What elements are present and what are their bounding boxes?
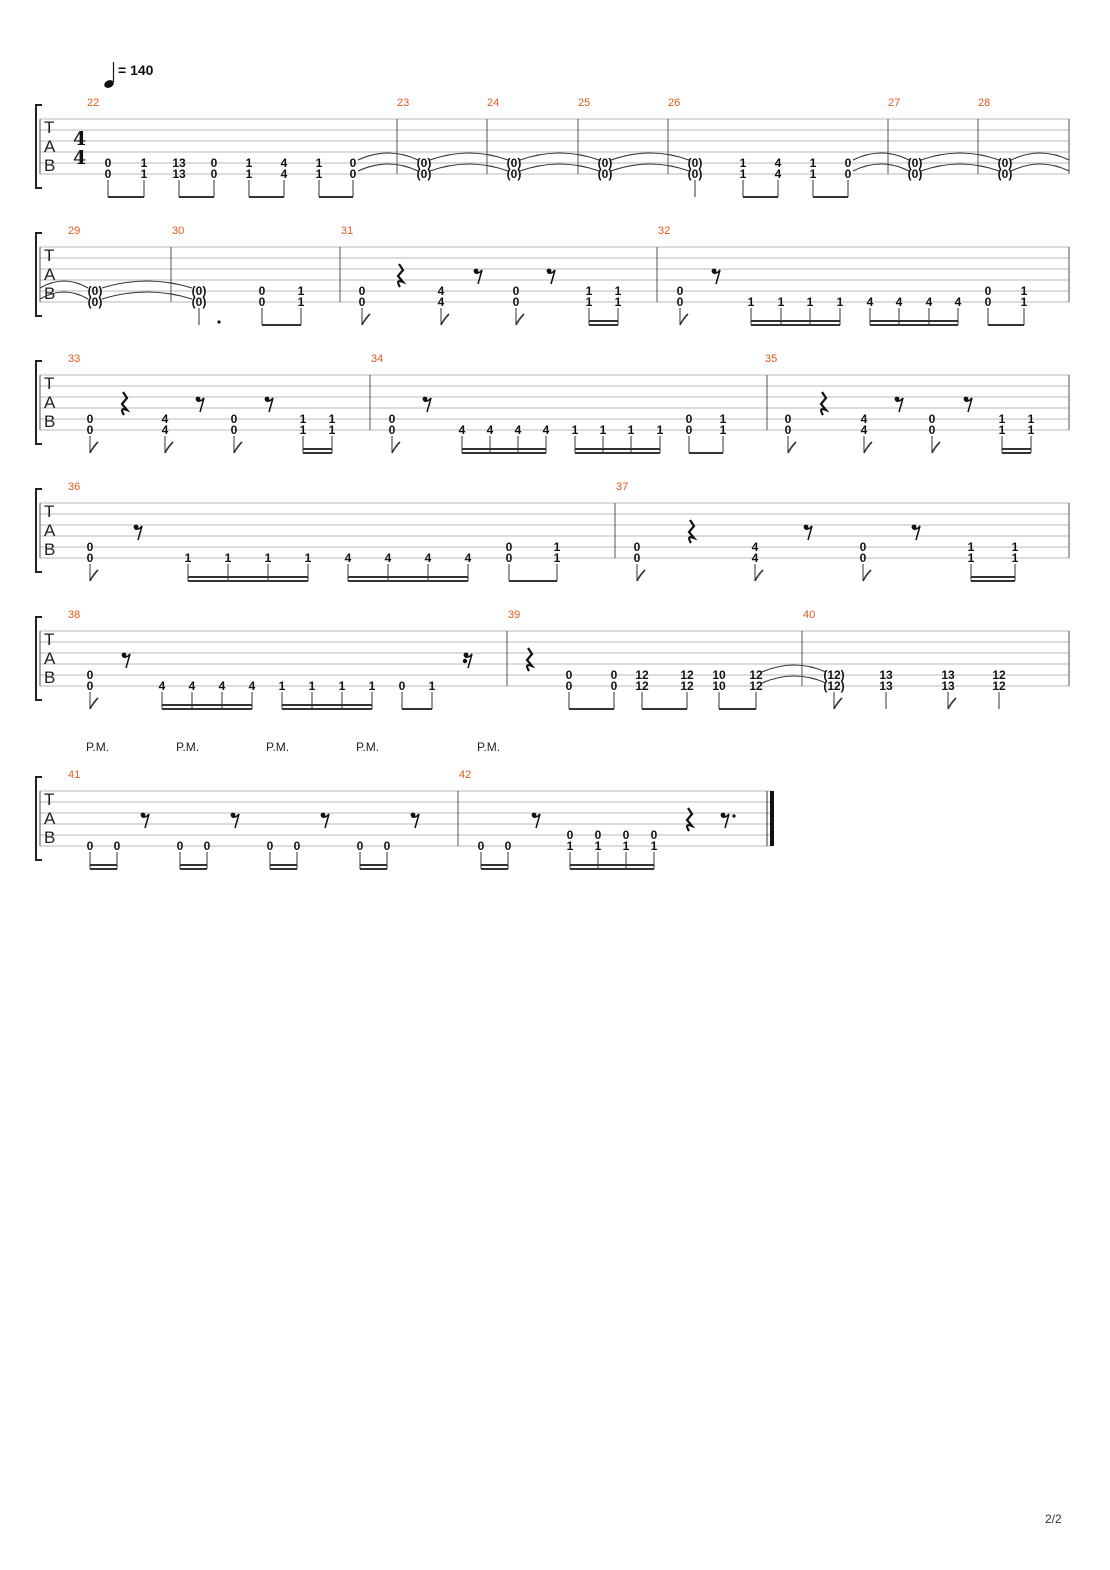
- fret-number: 1: [368, 679, 376, 693]
- note-flag: [516, 314, 524, 325]
- fret-number: 0: [565, 679, 573, 693]
- fret-number: 0: [388, 412, 396, 426]
- fret-number: 4: [280, 156, 288, 170]
- fret-number: 0: [512, 295, 520, 309]
- fret-number: 1: [739, 167, 747, 181]
- fret-number: 4: [437, 284, 445, 298]
- fret-number: 1: [224, 551, 232, 565]
- fret-number: 4: [514, 423, 522, 437]
- fret-number: 1: [297, 295, 305, 309]
- fret-number: 4: [344, 551, 352, 565]
- fret-number: 0: [266, 839, 274, 853]
- time-signature-numerator: 4: [73, 128, 87, 150]
- fret-number: 0: [86, 412, 94, 426]
- note-flag: [90, 698, 98, 709]
- tab-clef-letter: T: [44, 374, 55, 393]
- fret-number: 0: [650, 828, 658, 842]
- fret-number: 0: [594, 828, 602, 842]
- fret-number: 0: [477, 839, 485, 853]
- fret-number: 4: [542, 423, 550, 437]
- measure-number: 27: [888, 97, 901, 109]
- tab-clef-letter: A: [44, 649, 56, 668]
- fret-number: 13: [172, 167, 186, 181]
- fret-number: 1: [809, 156, 817, 170]
- tab-system: [36, 609, 1069, 709]
- measure-number: 26: [668, 97, 681, 109]
- measure-number: 23: [397, 97, 410, 109]
- fret-number: 0: [504, 839, 512, 853]
- fret-number: 0: [349, 156, 357, 170]
- measure-number: 29: [68, 225, 81, 237]
- measure-number: 35: [765, 353, 778, 365]
- note-flag: [948, 698, 956, 709]
- fret-number: 12: [992, 668, 1006, 682]
- measure-number: 37: [616, 481, 629, 493]
- measure-number: 38: [68, 609, 81, 621]
- fret-number: 1: [140, 167, 148, 181]
- fret-number: 0: [398, 679, 406, 693]
- fret-number: 0: [984, 284, 992, 298]
- fret-number: 12: [635, 679, 649, 693]
- tie-arc: [358, 164, 418, 171]
- fret-number: 0: [86, 679, 94, 693]
- tempo-label: = 140: [118, 62, 154, 78]
- fret-number: 1: [553, 551, 561, 565]
- quarter-rest: [821, 392, 826, 415]
- fret-number: 0: [676, 284, 684, 298]
- fret-number: (0): [416, 167, 432, 181]
- fret-number: 0: [685, 412, 693, 426]
- fret-number: 4: [280, 167, 288, 181]
- tab-clef-letter: B: [44, 412, 56, 431]
- fret-number: 0: [928, 412, 936, 426]
- tie-arc: [611, 153, 689, 160]
- quarter-rest: [687, 808, 692, 831]
- fret-number: 1: [1011, 551, 1019, 565]
- fret-number: (0): [191, 295, 207, 309]
- fret-number: 1: [297, 284, 305, 298]
- fret-number: 0: [844, 167, 852, 181]
- tie-arc: [853, 153, 909, 160]
- note-flag: [864, 442, 872, 453]
- measure-number: 42: [459, 769, 472, 781]
- palm-mute-label: P.M.: [477, 740, 501, 754]
- fret-number: (0): [907, 167, 923, 181]
- fret-number: 1: [553, 540, 561, 554]
- fret-number: 1: [278, 679, 286, 693]
- fret-number: 1: [1027, 412, 1035, 426]
- fret-number: 12: [680, 668, 694, 682]
- fret-number: 1: [627, 423, 635, 437]
- tab-clef-letter: B: [44, 284, 56, 303]
- note-flag: [165, 442, 173, 453]
- fret-number: (0): [191, 284, 207, 298]
- fret-number: 1: [184, 551, 192, 565]
- tab-system: [36, 481, 1069, 581]
- fret-number: 0: [383, 839, 391, 853]
- tie-arc: [921, 164, 999, 171]
- fret-number: 1: [566, 839, 574, 853]
- tab-clef-letter: B: [44, 668, 56, 687]
- fret-number: 0: [258, 284, 266, 298]
- tie-arc: [853, 164, 909, 171]
- dot: [217, 320, 220, 323]
- fret-number: 1: [299, 412, 307, 426]
- tab-system: [36, 225, 1069, 325]
- fret-number: 0: [859, 540, 867, 554]
- tie-arc: [611, 164, 689, 171]
- system-bracket: [36, 489, 42, 572]
- tie-arc: [358, 153, 418, 160]
- fret-number: 4: [751, 551, 759, 565]
- fret-number: 1: [245, 156, 253, 170]
- fret-number: 1: [338, 679, 346, 693]
- fret-number: 4: [954, 295, 962, 309]
- fret-number: 12: [992, 679, 1006, 693]
- quarter-rest: [398, 264, 403, 287]
- tab-system: [36, 740, 774, 869]
- fret-number: 13: [879, 679, 893, 693]
- system-bracket: [36, 105, 42, 188]
- fret-number: (0): [506, 167, 522, 181]
- fret-number: 1: [777, 295, 785, 309]
- fret-number: 1: [328, 423, 336, 437]
- fret-number: 0: [104, 167, 112, 181]
- palm-mute-label: P.M.: [86, 740, 110, 754]
- note-flag: [90, 570, 98, 581]
- fret-number: (0): [687, 167, 703, 181]
- fret-number: 0: [86, 668, 94, 682]
- fret-number: 1: [245, 167, 253, 181]
- fret-number: 0: [104, 156, 112, 170]
- fret-number: 0: [358, 295, 366, 309]
- fret-number: 13: [941, 679, 955, 693]
- tie-arc: [430, 164, 508, 171]
- fret-number: 4: [384, 551, 392, 565]
- fret-number: 12: [635, 668, 649, 682]
- fret-number: 0: [86, 839, 94, 853]
- fret-number: 1: [747, 295, 755, 309]
- fret-number: 0: [512, 284, 520, 298]
- fret-number: 0: [258, 295, 266, 309]
- tab-system: [36, 97, 1069, 197]
- measure-number: 33: [68, 353, 81, 365]
- fret-number: 4: [925, 295, 933, 309]
- fret-number: 1: [1027, 423, 1035, 437]
- fret-number: 0: [358, 284, 366, 298]
- tie-arc: [1011, 164, 1069, 171]
- fret-number: 0: [86, 551, 94, 565]
- fret-number: 0: [356, 839, 364, 853]
- fret-number: 1: [806, 295, 814, 309]
- fret-number: 0: [293, 839, 301, 853]
- measure-number: 32: [658, 225, 671, 237]
- note-flag: [932, 442, 940, 453]
- time-signature-denominator: 4: [73, 147, 87, 169]
- fret-number: 0: [676, 295, 684, 309]
- tie-arc: [102, 292, 192, 299]
- tab-clef-letter: A: [44, 137, 56, 156]
- fret-number: 1: [299, 423, 307, 437]
- note-flag: [90, 442, 98, 453]
- fret-number: 1: [998, 423, 1006, 437]
- fret-number: 1: [304, 551, 312, 565]
- system-bracket: [36, 361, 42, 444]
- fret-number: 4: [424, 551, 432, 565]
- fret-number: 4: [860, 412, 868, 426]
- measure-number: 30: [172, 225, 185, 237]
- fret-number: 4: [464, 551, 472, 565]
- note-flag: [637, 570, 645, 581]
- fret-number: 12: [749, 668, 763, 682]
- note-flag: [834, 698, 842, 709]
- fret-number: 4: [866, 295, 874, 309]
- fret-number: 0: [210, 156, 218, 170]
- system-bracket: [36, 617, 42, 700]
- quarter-rest: [122, 392, 127, 415]
- fret-number: (0): [997, 156, 1013, 170]
- tab-clef-letter: A: [44, 521, 56, 540]
- fret-number: 1: [1020, 284, 1028, 298]
- fret-number: 4: [248, 679, 256, 693]
- tie-arc: [430, 153, 508, 160]
- tab-systems: [36, 97, 1069, 869]
- quarter-rest: [689, 520, 694, 543]
- fret-number: 1: [656, 423, 664, 437]
- fret-number: (0): [87, 295, 103, 309]
- tab-clef-letter: T: [44, 630, 55, 649]
- tie-arc: [102, 281, 192, 288]
- note-flag: [863, 570, 871, 581]
- fret-number: 1: [614, 295, 622, 309]
- measure-number: 40: [803, 609, 816, 621]
- measure-number: 39: [508, 609, 521, 621]
- fret-number: (0): [87, 284, 103, 298]
- fret-number: 1: [328, 412, 336, 426]
- tab-clef-letter: T: [44, 502, 55, 521]
- fret-number: (0): [416, 156, 432, 170]
- note-flag: [680, 314, 688, 325]
- fret-number: 0: [505, 551, 513, 565]
- note-flag: [755, 570, 763, 581]
- fret-number: 13: [172, 156, 186, 170]
- fret-number: 4: [161, 412, 169, 426]
- fret-number: 4: [860, 423, 868, 437]
- fret-number: 4: [774, 167, 782, 181]
- fret-number: 4: [437, 295, 445, 309]
- fret-number: 0: [203, 839, 211, 853]
- fret-number: 0: [633, 540, 641, 554]
- fret-number: (0): [907, 156, 923, 170]
- fret-number: 0: [633, 551, 641, 565]
- fret-number: 0: [230, 412, 238, 426]
- fret-number: 0: [784, 423, 792, 437]
- tie-arc: [520, 164, 599, 171]
- tab-clef-letter: B: [44, 540, 56, 559]
- note-flag: [362, 314, 370, 325]
- measure-number: 41: [68, 769, 81, 781]
- fret-number: 4: [486, 423, 494, 437]
- fret-number: 1: [571, 423, 579, 437]
- quarter-rest: [527, 648, 532, 671]
- fret-number: 0: [349, 167, 357, 181]
- tie-arc: [921, 153, 999, 160]
- final-barline: [770, 791, 774, 846]
- measure-number: 24: [487, 97, 500, 109]
- palm-mute-label: P.M.: [266, 740, 290, 754]
- measure-number: 28: [978, 97, 991, 109]
- note-flag: [392, 442, 400, 453]
- tab-clef-letter: A: [44, 809, 56, 828]
- fret-number: 1: [998, 412, 1006, 426]
- fret-number: 1: [585, 284, 593, 298]
- fret-number: 1: [1011, 540, 1019, 554]
- fret-number: (12): [823, 679, 845, 693]
- fret-number: (0): [597, 167, 613, 181]
- measure-number: 22: [87, 97, 100, 109]
- fret-number: 1: [739, 156, 747, 170]
- fret-number: 10: [712, 668, 726, 682]
- fret-number: 1: [140, 156, 148, 170]
- fret-number: 1: [809, 167, 817, 181]
- fret-number: 4: [161, 423, 169, 437]
- fret-number: 1: [599, 423, 607, 437]
- tie-arc: [762, 665, 826, 672]
- fret-number: 0: [622, 828, 630, 842]
- fret-number: 1: [622, 839, 630, 853]
- tie-arc: [762, 676, 826, 683]
- fret-number: 13: [941, 668, 955, 682]
- note-flag: [441, 314, 449, 325]
- fret-number: 1: [614, 284, 622, 298]
- fret-number: 1: [967, 540, 975, 554]
- fret-number: 1: [428, 679, 436, 693]
- fret-number: 0: [230, 423, 238, 437]
- fret-number: 0: [566, 828, 574, 842]
- fret-number: 1: [967, 551, 975, 565]
- fret-number: (12): [823, 668, 845, 682]
- fret-number: 0: [176, 839, 184, 853]
- note-flag: [234, 442, 242, 453]
- fret-number: 12: [680, 679, 694, 693]
- palm-mute-label: P.M.: [176, 740, 200, 754]
- fret-number: 1: [594, 839, 602, 853]
- fret-number: 0: [844, 156, 852, 170]
- tab-clef-letter: T: [44, 118, 55, 137]
- tab-clef-letter: B: [44, 156, 56, 175]
- fret-number: 1: [585, 295, 593, 309]
- sixteenth-rest: [463, 659, 467, 663]
- fret-number: 13: [879, 668, 893, 682]
- fret-number: 12: [749, 679, 763, 693]
- tie-arc: [520, 153, 599, 160]
- fret-number: 0: [859, 551, 867, 565]
- fret-number: 0: [113, 839, 121, 853]
- fret-number: 1: [315, 156, 323, 170]
- fret-number: 1: [719, 412, 727, 426]
- system-bracket: [36, 233, 42, 316]
- fret-number: 1: [308, 679, 316, 693]
- fret-number: 4: [458, 423, 466, 437]
- fret-number: 4: [218, 679, 226, 693]
- fret-number: (0): [997, 167, 1013, 181]
- palm-mute-label: P.M.: [356, 740, 380, 754]
- measure-number: 34: [371, 353, 384, 365]
- fret-number: 0: [388, 423, 396, 437]
- fret-number: 0: [784, 412, 792, 426]
- tab-clef-letter: B: [44, 828, 56, 847]
- fret-number: 4: [188, 679, 196, 693]
- measure-number: 36: [68, 481, 81, 493]
- fret-number: (0): [597, 156, 613, 170]
- fret-number: 1: [836, 295, 844, 309]
- system-bracket: [36, 777, 42, 860]
- fret-number: 0: [610, 668, 618, 682]
- fret-number: 4: [774, 156, 782, 170]
- fret-number: (0): [687, 156, 703, 170]
- fret-number: 0: [86, 423, 94, 437]
- tie-arc: [1011, 153, 1069, 160]
- fret-number: 4: [895, 295, 903, 309]
- fret-number: 0: [685, 423, 693, 437]
- fret-number: 0: [984, 295, 992, 309]
- fret-number: (0): [506, 156, 522, 170]
- tab-system: [36, 353, 1069, 453]
- fret-number: 0: [86, 540, 94, 554]
- fret-number: 1: [719, 423, 727, 437]
- measure-number: 31: [341, 225, 354, 237]
- tab-clef-letter: T: [44, 790, 55, 809]
- fret-number: 0: [565, 668, 573, 682]
- fret-number: 0: [610, 679, 618, 693]
- note-flag: [788, 442, 796, 453]
- measure-number: 25: [578, 97, 591, 109]
- fret-number: 0: [928, 423, 936, 437]
- fret-number: 4: [751, 540, 759, 554]
- fret-number: 1: [650, 839, 658, 853]
- fret-number: 1: [1020, 295, 1028, 309]
- fret-number: 0: [505, 540, 513, 554]
- tab-clef-letter: A: [44, 265, 56, 284]
- page-number: 2/2: [1045, 1512, 1062, 1526]
- tempo-marking: [103, 62, 154, 89]
- tab-clef-letter: T: [44, 246, 55, 265]
- fret-number: 1: [264, 551, 272, 565]
- tab-clef-letter: A: [44, 393, 56, 412]
- dot: [732, 814, 735, 817]
- fret-number: 10: [712, 679, 726, 693]
- fret-number: 1: [315, 167, 323, 181]
- fret-number: 4: [158, 679, 166, 693]
- fret-number: 0: [210, 167, 218, 181]
